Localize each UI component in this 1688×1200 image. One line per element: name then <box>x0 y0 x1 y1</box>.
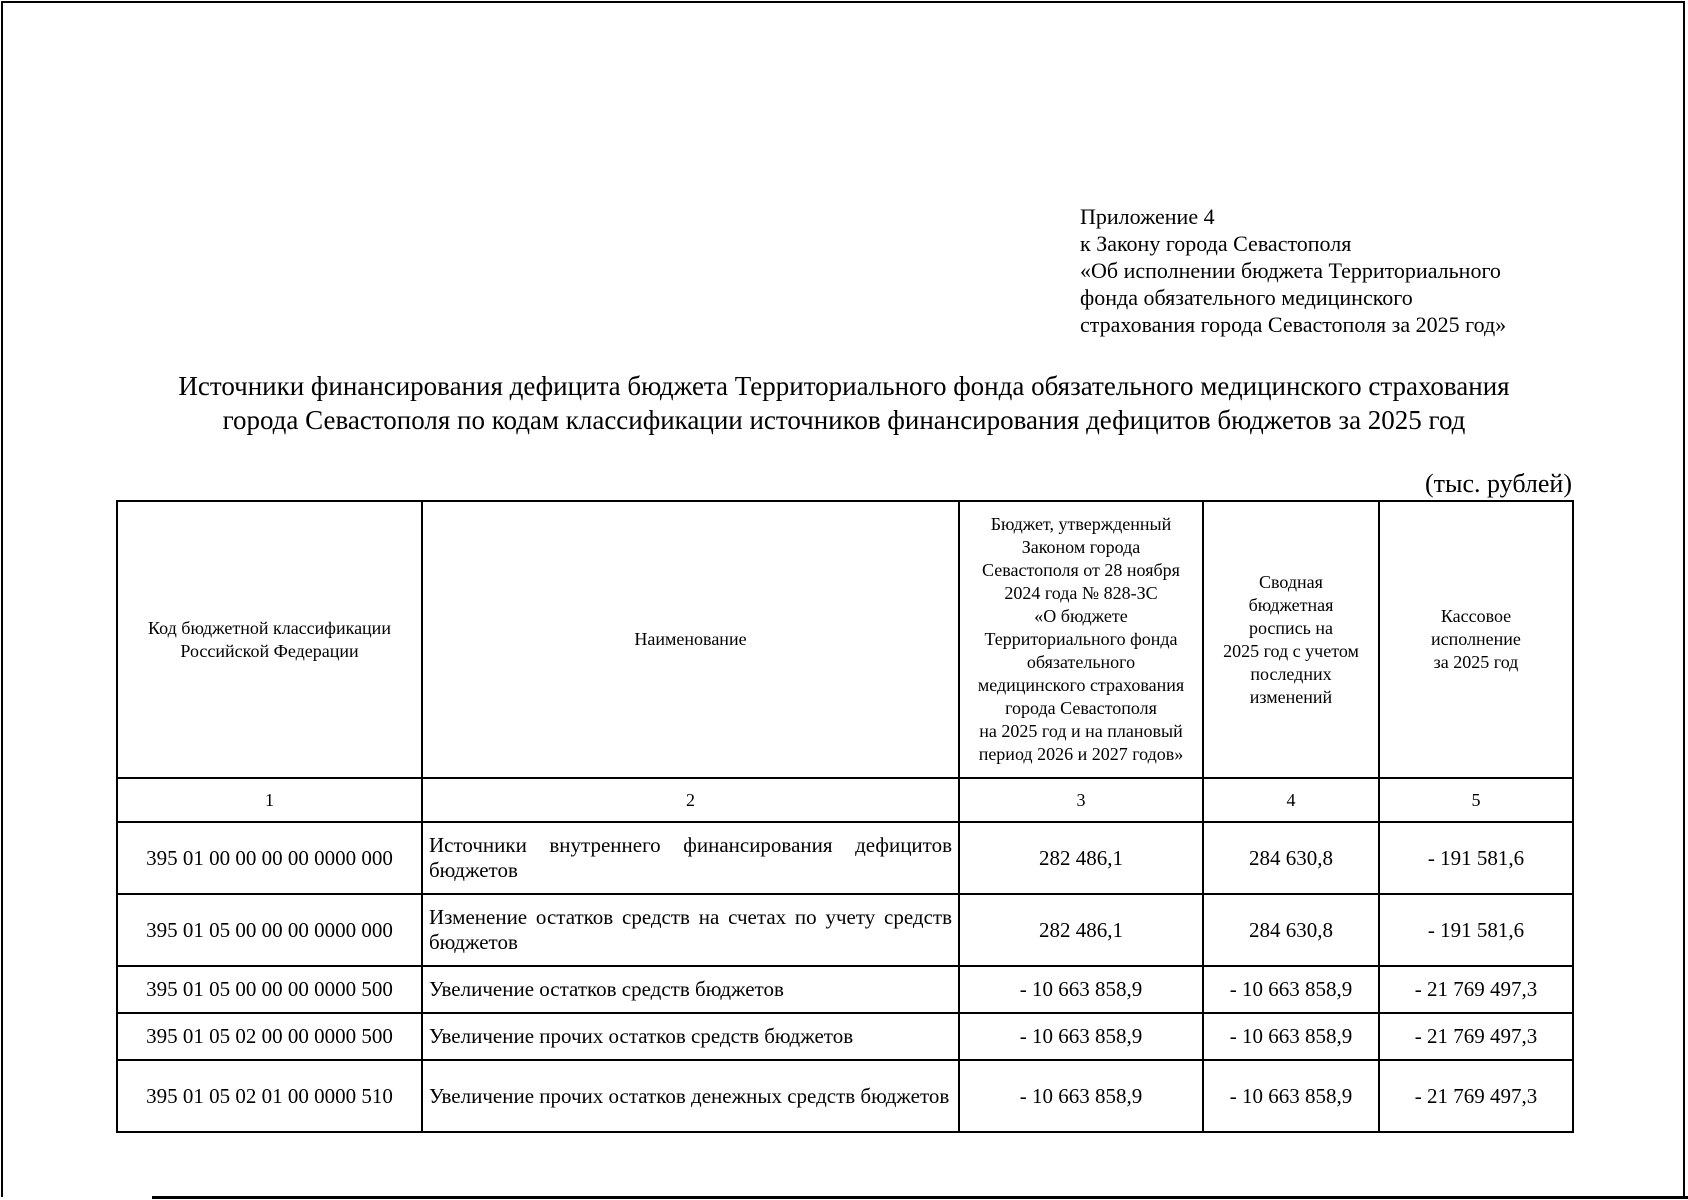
row-budget: 282 486,1 <box>959 894 1203 966</box>
sources-table <box>116 500 1574 1133</box>
row-name: Изменение остатков средств на счетах по учету средств бюджетов <box>422 894 959 966</box>
header-budget: Бюджет, утвержденный Законом города Севастополя от 28 ноября 2024 года № 828-ЗС «О бюджете Территориального фонда обязательного медицинского страхования города Севастополя на 2025 год и на плановый период 2026 и 2027 годов» <box>959 501 1203 778</box>
annex-line: «Об исполнении бюджета Территориального <box>1080 258 1501 283</box>
row-roster: - 10 663 858,9 <box>1203 1060 1379 1132</box>
row-code: 395 01 05 02 00 00 0000 500 <box>117 1013 422 1060</box>
row-name: Источники внутреннего финансирования дефицитов бюджетов <box>422 822 959 894</box>
header-cash: Кассовое исполнение за 2025 год <box>1379 501 1573 778</box>
table-row <box>117 1013 1573 1060</box>
column-number: 1 <box>117 778 422 822</box>
header-name: Наименование <box>422 501 959 778</box>
column-number: 3 <box>959 778 1203 822</box>
row-code: 395 01 05 02 01 00 0000 510 <box>117 1060 422 1132</box>
column-numbers-row <box>117 778 1573 822</box>
annex-reference <box>1080 203 1506 338</box>
column-number: 4 <box>1203 778 1379 822</box>
header-roster: Сводная бюджетная роспись на 2025 год с учетом последних изменений <box>1203 501 1379 778</box>
table-row <box>117 966 1573 1013</box>
column-number: 5 <box>1379 778 1573 822</box>
row-name: Увеличение прочих остатков средств бюджетов <box>422 1013 959 1060</box>
annex-line: фонда обязательного медицинского <box>1080 285 1413 310</box>
row-cash: - 21 769 497,3 <box>1379 966 1573 1013</box>
table-row <box>117 822 1573 894</box>
row-roster: - 10 663 858,9 <box>1203 966 1379 1013</box>
table-row <box>117 894 1573 966</box>
title-line: города Севастополя по кодам классификации источников финансирования дефицитов бюджетов за 2025 год <box>222 405 1466 435</box>
row-budget: 282 486,1 <box>959 822 1203 894</box>
bottom-rule <box>152 1196 1688 1199</box>
row-cash: - 191 581,6 <box>1379 894 1573 966</box>
annex-line: к Закону города Севастополя <box>1080 231 1352 256</box>
column-number: 2 <box>422 778 959 822</box>
row-budget: - 10 663 858,9 <box>959 966 1203 1013</box>
row-budget: - 10 663 858,9 <box>959 1013 1203 1060</box>
row-name: Увеличение прочих остатков денежных средств бюджетов <box>422 1060 959 1132</box>
header-code: Код бюджетной классификации Российской Федерации <box>117 501 422 778</box>
row-budget: - 10 663 858,9 <box>959 1060 1203 1132</box>
row-code: 395 01 05 00 00 00 0000 000 <box>117 894 422 966</box>
annex-line: Приложение 4 <box>1080 204 1215 229</box>
row-roster: 284 630,8 <box>1203 822 1379 894</box>
units-label: (тыс. рублей) <box>1424 469 1572 498</box>
table-row <box>117 1060 1573 1132</box>
table-header-row <box>117 501 1573 778</box>
row-cash: - 191 581,6 <box>1379 822 1573 894</box>
title-line: Источники финансирования дефицита бюджета Территориального фонда обязательного медицинского страхования <box>178 371 1510 401</box>
row-code: 395 01 00 00 00 00 0000 000 <box>117 822 422 894</box>
row-roster: 284 630,8 <box>1203 894 1379 966</box>
annex-line: страхования города Севастополя за 2025 год» <box>1080 312 1507 337</box>
document-title <box>118 369 1570 437</box>
row-roster: - 10 663 858,9 <box>1203 1013 1379 1060</box>
row-cash: - 21 769 497,3 <box>1379 1060 1573 1132</box>
row-name: Увеличение остатков средств бюджетов <box>422 966 959 1013</box>
row-cash: - 21 769 497,3 <box>1379 1013 1573 1060</box>
row-code: 395 01 05 00 00 00 0000 500 <box>117 966 422 1013</box>
